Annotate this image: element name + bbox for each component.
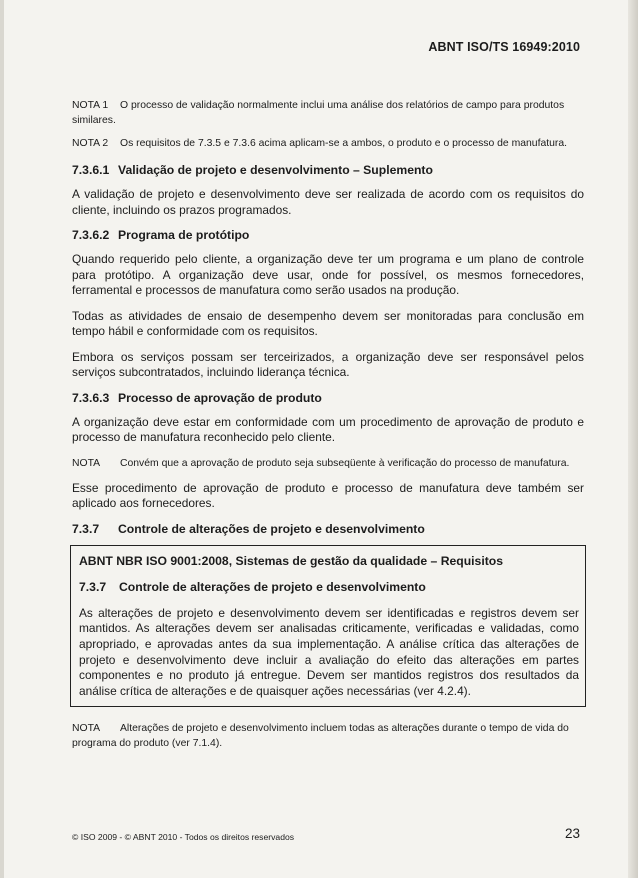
section-number: 7.3.7 (72, 521, 100, 536)
section-title: Validação de projeto e desenvolvimento – Suplemento (118, 163, 433, 177)
note-4-label: NOTA (72, 722, 101, 734)
note-2 (72, 136, 584, 151)
note-1 (72, 98, 584, 128)
box-section-number: 7.3.7 (79, 579, 107, 594)
note-3 (72, 456, 584, 471)
paragraph-7-3-6-2-b: Todas as atividades de ensaio de desempenho devem ser monitoradas para conclusão em tempo hábil e conformidade com os requisitos. (72, 308, 584, 338)
note-4 (72, 721, 584, 751)
box-section-title: Controle de alterações de projeto e desenvolvimento (119, 579, 426, 594)
paragraph-7-3-6-1: A validação de projeto e desenvolvimento deve ser realizada de acordo com os requisitos do cliente, incluindo os prazos programados. (72, 187, 584, 217)
copyright-footer: © ISO 2009 - © ABNT 2010 - Todos os direitos reservados (72, 832, 295, 842)
note-2-label: NOTA 2 (72, 138, 109, 149)
section-number: 7.3.6.1 (72, 163, 110, 177)
note-1-text: O processo de validação normalmente inclui uma análise dos relatórios de campo para produtos similares. (72, 100, 565, 126)
section-title: Controle de alterações de projeto e desenvolvimento (118, 521, 425, 536)
section-title: Programa de protótipo (118, 228, 250, 242)
section-title: Processo de aprovação de produto (118, 390, 322, 405)
paragraph-7-3-6-2-a: Quando requerido pelo cliente, a organização deve ter um programa e um plano de controle para protótipo. A organização deve usar, onde for possível, os mesmos fornecedores, ferramental e processos de manufatura como serão usados na produção. (72, 252, 584, 297)
note-1-label: NOTA 1 (72, 100, 109, 111)
quoted-standard-box (70, 545, 586, 707)
note-2-text: Os requisitos de 7.3.5 e 7.3.6 acima aplicam-se a ambos, o produto e o processo de manufatura. (120, 138, 568, 149)
page-edge-left (0, 0, 4, 878)
note-3-text: Convém que a aprovação de produto seja subseqüente à verificação do processo de manufatura. (120, 457, 570, 469)
paragraph-7-3-6-2-c: Embora os serviços possam ser terceirizados, a organização deve ser responsável pelos serviços subcontratados, incluindo liderança técnica. (72, 349, 584, 379)
section-number: 7.3.6.3 (72, 390, 110, 405)
section-7-3-7-heading (72, 522, 584, 537)
document-header: ABNT ISO/TS 16949:2010 (428, 40, 580, 54)
box-title: ABNT NBR ISO 9001:2008, Sistemas de gestão da qualidade – Requisitos (79, 553, 503, 568)
paragraph-7-3-6-3-b: Esse procedimento de aprovação de produto e processo de manufatura deve também ser aplicado aos fornecedores. (72, 480, 584, 510)
box-section-heading (79, 580, 579, 594)
paragraph-7-3-6-3-a: A organização deve estar em conformidade com um procedimento de aprovação de produto e processo de manufatura reconhecido pelo cliente. (72, 414, 584, 444)
section-7-3-6-2-heading (72, 228, 584, 243)
page-edge-right (628, 0, 638, 878)
section-7-3-6-1-heading (72, 163, 584, 178)
note-4-text: Alterações de projeto e desenvolvimento incluem todas as alterações durante o tempo de vida do programa do produto (ver 7.1.4). (72, 722, 569, 749)
section-7-3-6-3-heading (72, 391, 584, 406)
box-paragraph: As alterações de projeto e desenvolvimento devem ser identificadas e registros devem ser mantidos. As alterações devem ser analisadas criticamente, verificadas e validadas, como apropriado, e aprovadas antes da sua implementação. A análise crítica das alterações de projeto e desenvolvimento deve incluir a avaliação do efeito das alterações em partes componentes e no produto já entregue. Devem ser mantidos registros dos resultados da análise crítica de alterações e de quaisquer ações necessárias (ver 4.2.4). (79, 605, 579, 699)
page-number: 23 (564, 826, 580, 841)
section-number: 7.3.6.2 (72, 228, 110, 242)
note-3-label: NOTA (72, 457, 101, 469)
document-body (72, 98, 584, 759)
